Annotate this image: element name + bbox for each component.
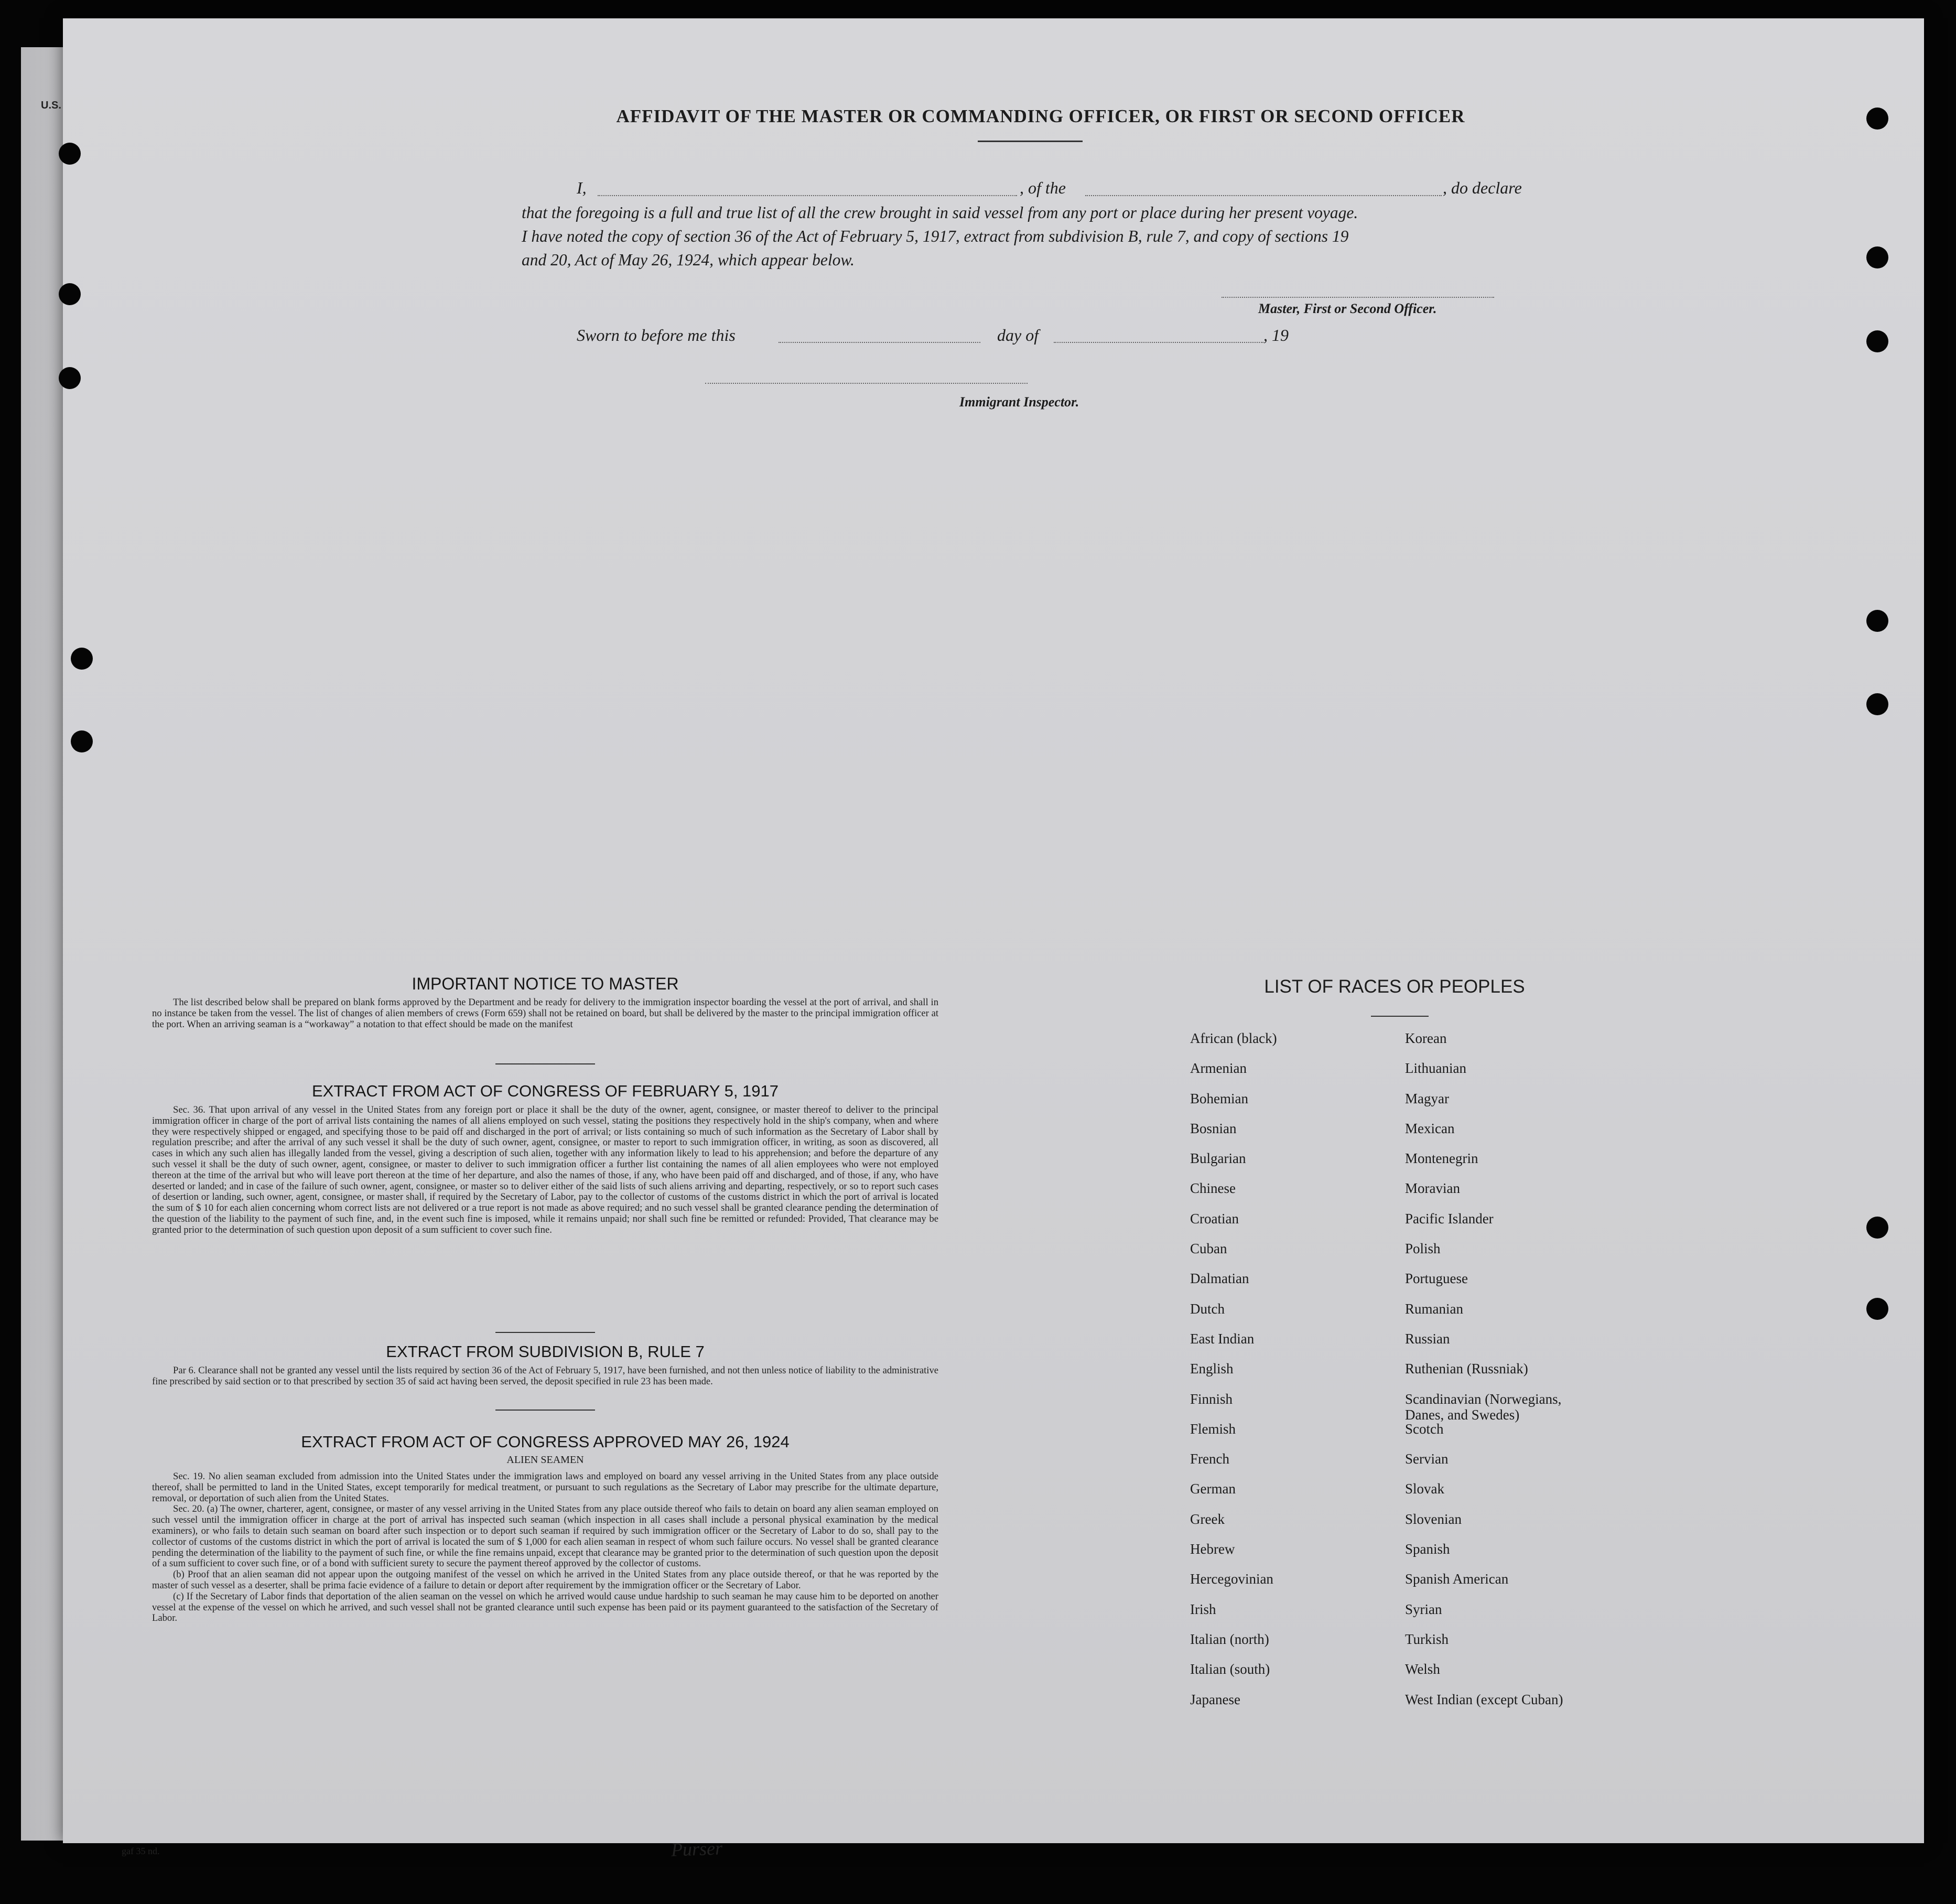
race-item: Italian (south) — [1190, 1661, 1270, 1677]
notice-title: IMPORTANT NOTICE TO MASTER — [412, 974, 679, 993]
affidavit-line1-mid: , of the — [1020, 178, 1066, 197]
race-item: African (black) — [1190, 1030, 1277, 1046]
section-19-paragraph: Sec. 19. No alien seaman excluded from admission into the United States under the immigration laws and employed on board any vessel arriving in the United States from any place outside thereof, shall be permitted to land in the United States, except temporarily for medical treatment, or pursuant to such regulations as the Secretary of Labor may prescribe for the ultimate departure, removal, or deportation of such alien from the United States. — [152, 1471, 938, 1504]
race-item: Scotch — [1405, 1421, 1444, 1437]
master-signature-label: Master, First or Second Officer. — [1258, 301, 1437, 316]
race-item: Russian — [1405, 1330, 1450, 1347]
race-item: Chinese — [1190, 1180, 1236, 1197]
affidavit-line1-suffix: , do declare — [1443, 178, 1522, 197]
race-item: Hebrew — [1190, 1541, 1235, 1557]
divider — [495, 1332, 595, 1333]
affidavit-line3: I have noted the copy of section 36 of the Act of February 5, 1917, extract from subdivision B, rule 7, and copy of sections 19 — [522, 227, 1349, 245]
race-item: Japanese — [1190, 1691, 1240, 1707]
inspector-signature-field[interactable] — [705, 383, 1028, 384]
race-item: English — [1190, 1361, 1234, 1377]
sworn-month-field[interactable] — [1054, 342, 1263, 343]
race-item: Polish — [1405, 1241, 1441, 1257]
punch-hole — [71, 648, 93, 670]
affidavit-line2: that the foregoing is a full and true list of all the crew brought in said vessel from any port or place during her present voyage. — [522, 203, 1358, 222]
extract-1924-title: EXTRACT FROM ACT OF CONGRESS APPROVED MAY 26, 1924 — [301, 1433, 790, 1451]
alien-seamen-subtitle: ALIEN SEAMEN — [506, 1454, 584, 1466]
race-item: East Indian — [1190, 1330, 1255, 1347]
notice-text — [152, 997, 938, 1030]
race-item: Portuguese — [1405, 1271, 1468, 1287]
race-item: Magyar — [1405, 1090, 1449, 1106]
punch-hole — [59, 367, 81, 389]
vessel-name-field[interactable] — [1085, 195, 1442, 196]
race-item: Turkish — [1405, 1631, 1449, 1647]
race-item: Croatian — [1190, 1210, 1239, 1227]
race-item: Servian — [1405, 1451, 1449, 1467]
punch-hole — [1866, 330, 1888, 352]
extract-1924-text — [152, 1471, 938, 1624]
affidavit-line4: and 20, Act of May 26, 1924, which appear below. — [522, 251, 855, 269]
inspector-signature-label: Immigrant Inspector. — [959, 394, 1079, 410]
law-extracts-column — [152, 970, 938, 1720]
race-item: Cuban — [1190, 1241, 1227, 1257]
sworn-prefix: Sworn to before me this — [577, 326, 736, 345]
extract-1917-title: EXTRACT FROM ACT OF CONGRESS OF FEBRUARY 5, 1917 — [311, 1082, 779, 1100]
race-item: Korean — [1405, 1030, 1447, 1046]
sworn-mid: day of — [997, 326, 1039, 345]
punch-hole — [1866, 1217, 1888, 1239]
section-20b-paragraph: (b) Proof that an alien seaman did not appear upon the outgoing manifest of the vessel on which he arrived in the United States from any place outside thereof, or that he was reported by the master of such vessel as a deserter, shall be prima facie evidence of a failure to detain or deport after requirement by the immigration officer or the Secretary of Labor. — [152, 1569, 938, 1591]
race-item: Ruthenian (Russniak) — [1405, 1361, 1528, 1377]
race-item: French — [1190, 1451, 1229, 1467]
race-item: Bulgarian — [1190, 1150, 1246, 1167]
race-item: German — [1190, 1481, 1236, 1497]
notice-paragraph: The list described below shall be prepared on blank forms approved by the Department and be ready for delivery to the immigration inspector boarding the vessel at the port of arrival, and shall in no instance be taken from the vessel. The list of changes of alien members of crews (Form 659) shall not be retained on board, but shall be delivered by the master to the principal immigration officer at the port. When an arriving seaman is a “workaway” a notation to that effect should be made on the manifest — [152, 997, 938, 1030]
declarant-name-field[interactable] — [598, 195, 1017, 196]
race-item: Finnish — [1190, 1391, 1233, 1407]
race-item: Italian (north) — [1190, 1631, 1269, 1647]
race-item: Irish — [1190, 1601, 1216, 1617]
race-item: Spanish — [1405, 1541, 1450, 1557]
race-item: Pacific Islander — [1405, 1210, 1494, 1227]
punch-hole — [1866, 1298, 1888, 1320]
race-item: Slovak — [1405, 1481, 1445, 1497]
race-item: Moravian — [1405, 1180, 1460, 1197]
races-title-underline — [1371, 1016, 1429, 1017]
race-item: Mexican — [1405, 1120, 1455, 1136]
punch-hole — [1866, 107, 1888, 130]
sworn-suffix: , 19 — [1263, 326, 1289, 345]
affidavit-line1-prefix: I, — [577, 178, 587, 197]
race-item: Montenegrin — [1405, 1150, 1478, 1167]
race-item: Armenian — [1190, 1060, 1247, 1077]
race-item: Bohemian — [1190, 1090, 1248, 1106]
section-36-paragraph: Sec. 36. That upon arrival of any vessel in the United States from any foreign port or place it shall be the duty of the owner, agent, consignee, or master thereof to deliver to the principal immigration officer in charge of the port of arrival lists containing the names of all aliens employed on such vessel, stating the positions they respectively hold in the ship's company, when and where they were respectively shipped or engaged, and specifying those to be paid off and discharged in the port of arrival; or lists containing so much of such information as the Secretary of Labor shall by regulation prescribe; and after the arrival of any such vessel it shall be the duty of such owner, agent, consignee, or master to report to such immigration officer, in writing, as soon as discovered, all cases in which any such alien has illegally landed from the vessel, giving a description of such alien, together with any information likely to lead to his apprehension; and before the departure of any such vessel it shall be the duty of such owner, agent, consignee, or master to deliver to such immigration officer a further list containing the names of all alien employees who were not employed thereon at the time of the arrival but who will leave port thereon at the time of her departure, and also the names of those, if any, who have been paid off and discharged, and of those, if any, who have deserted or landed; and in case of the failure of such owner, agent, consignee, or master so to deliver either of the said lists of such aliens arriving and departing, respectively, or so to report such cases of desertion or landing, such owner, agent, consignee, or master shall, if required by the Secretary of Labor, pay to the collector of customs of the customs district in which the port of arrival is located the sum of $ 10 for each alien concerning whom correct lists are not delivered or a true report is not made as above required; and no such vessel shall be granted clearance pending the determination of the question of the liability to the payment of such fine, and, in the event such fine is imposed, while it remains unpaid; nor shall such fine be remitted or refunded: Provided, That clearance may be granted prior to the determination of such question upon deposit of a sum sufficient to cover such fine. — [152, 1104, 938, 1235]
race-item: Rumanian — [1405, 1300, 1463, 1317]
section-20c-paragraph: (c) If the Secretary of Labor finds that deportation of the alien seaman on the vessel on which he arrived would cause undue hardship to such seaman he may cause him to be deported on another vessel at the expense of the vessel on which he arrived, and such vessel shall not be granted clearance until such expense has been paid or its payment guaranteed to the satisfaction of the Secretary of Labor. — [152, 1590, 938, 1624]
punch-hole — [59, 283, 81, 305]
races-right-column — [1405, 1030, 1563, 1722]
form-number: gaf 35 nd. — [122, 1846, 160, 1856]
race-item: Dalmatian — [1190, 1271, 1249, 1287]
title-underline — [978, 141, 1083, 142]
race-item: Greek — [1190, 1511, 1225, 1527]
punch-hole — [59, 143, 81, 165]
extract-1917-text — [152, 1105, 938, 1236]
race-item: West Indian (except Cuban) — [1405, 1691, 1563, 1707]
punch-hole — [71, 730, 93, 752]
punch-hole — [1866, 693, 1888, 715]
divider — [495, 1063, 595, 1064]
race-item: Flemish — [1190, 1421, 1236, 1437]
race-item: Dutch — [1190, 1300, 1225, 1317]
race-item: Slovenian — [1405, 1511, 1462, 1527]
par-6-paragraph: Par 6. Clearance shall not be granted any vessel until the lists required by section 36 of the Act of February 5, 1917, have been furnished, and not then unless notice of liability to the administrative fine prescribed by said section or to that prescribed by section 35 of said act having been served, the deposit specified in rule 23 has been made. — [152, 1365, 938, 1387]
race-item: Spanish American — [1405, 1571, 1509, 1587]
races-title: LIST OF RACES OR PEOPLES — [1264, 976, 1525, 997]
margin-stamp: U.S. — [41, 100, 61, 111]
race-item: Bosnian — [1190, 1120, 1237, 1136]
divider — [495, 1410, 595, 1411]
race-item: Hercegovinian — [1190, 1571, 1273, 1587]
extract-rule7-title: EXTRACT FROM SUBDIVISION B, RULE 7 — [386, 1342, 705, 1361]
extract-rule7-text — [152, 1365, 938, 1387]
race-item: Syrian — [1405, 1601, 1442, 1617]
races-left-column — [1190, 1030, 1277, 1722]
purser-handwriting: Purser — [671, 1837, 723, 1860]
punch-hole — [1866, 610, 1888, 632]
affidavit-title: AFFIDAVIT OF THE MASTER OR COMMANDING OFFICER, OR FIRST OR SECOND OFFICER — [616, 106, 1465, 126]
master-signature-field[interactable] — [1222, 297, 1494, 298]
punch-hole — [1866, 246, 1888, 268]
race-item: Scandinavian (Norwegians, Danes, and Swedes) — [1405, 1391, 1562, 1423]
race-item: Lithuanian — [1405, 1060, 1466, 1077]
section-20a-paragraph: Sec. 20. (a) The owner, charterer, agent, consignee, or master of any vessel arriving in the United States from any place outside thereof who fails to detain on board any alien seaman employed on such vessel until the immigration officer in charge at the port of arrival has inspected such seaman (which inspection in all cases shall include a personal physical examination by the medical examiners), or who fails to detain such seaman on board after such inspection or to deport such seaman if required by such immigration officer or the Secretary of Labor to do so, shall pay to the collector of customs of the customs district in which the port of arrival is located the sum of $ 1,000 for each alien seaman in respect of whom such failure occurs. No vessel shall be granted clearance pending the determination of the liability to the payment of such fine, or while the fine remains unpaid, except that clearance may be granted prior to the determination of such question upon the deposit of a sum sufficient to cover such fine, or of a bond with sufficient surety to secure the payment thereof approved by the collector of customs. — [152, 1503, 938, 1569]
sworn-day-field[interactable] — [779, 342, 980, 343]
race-item: Welsh — [1405, 1661, 1440, 1677]
